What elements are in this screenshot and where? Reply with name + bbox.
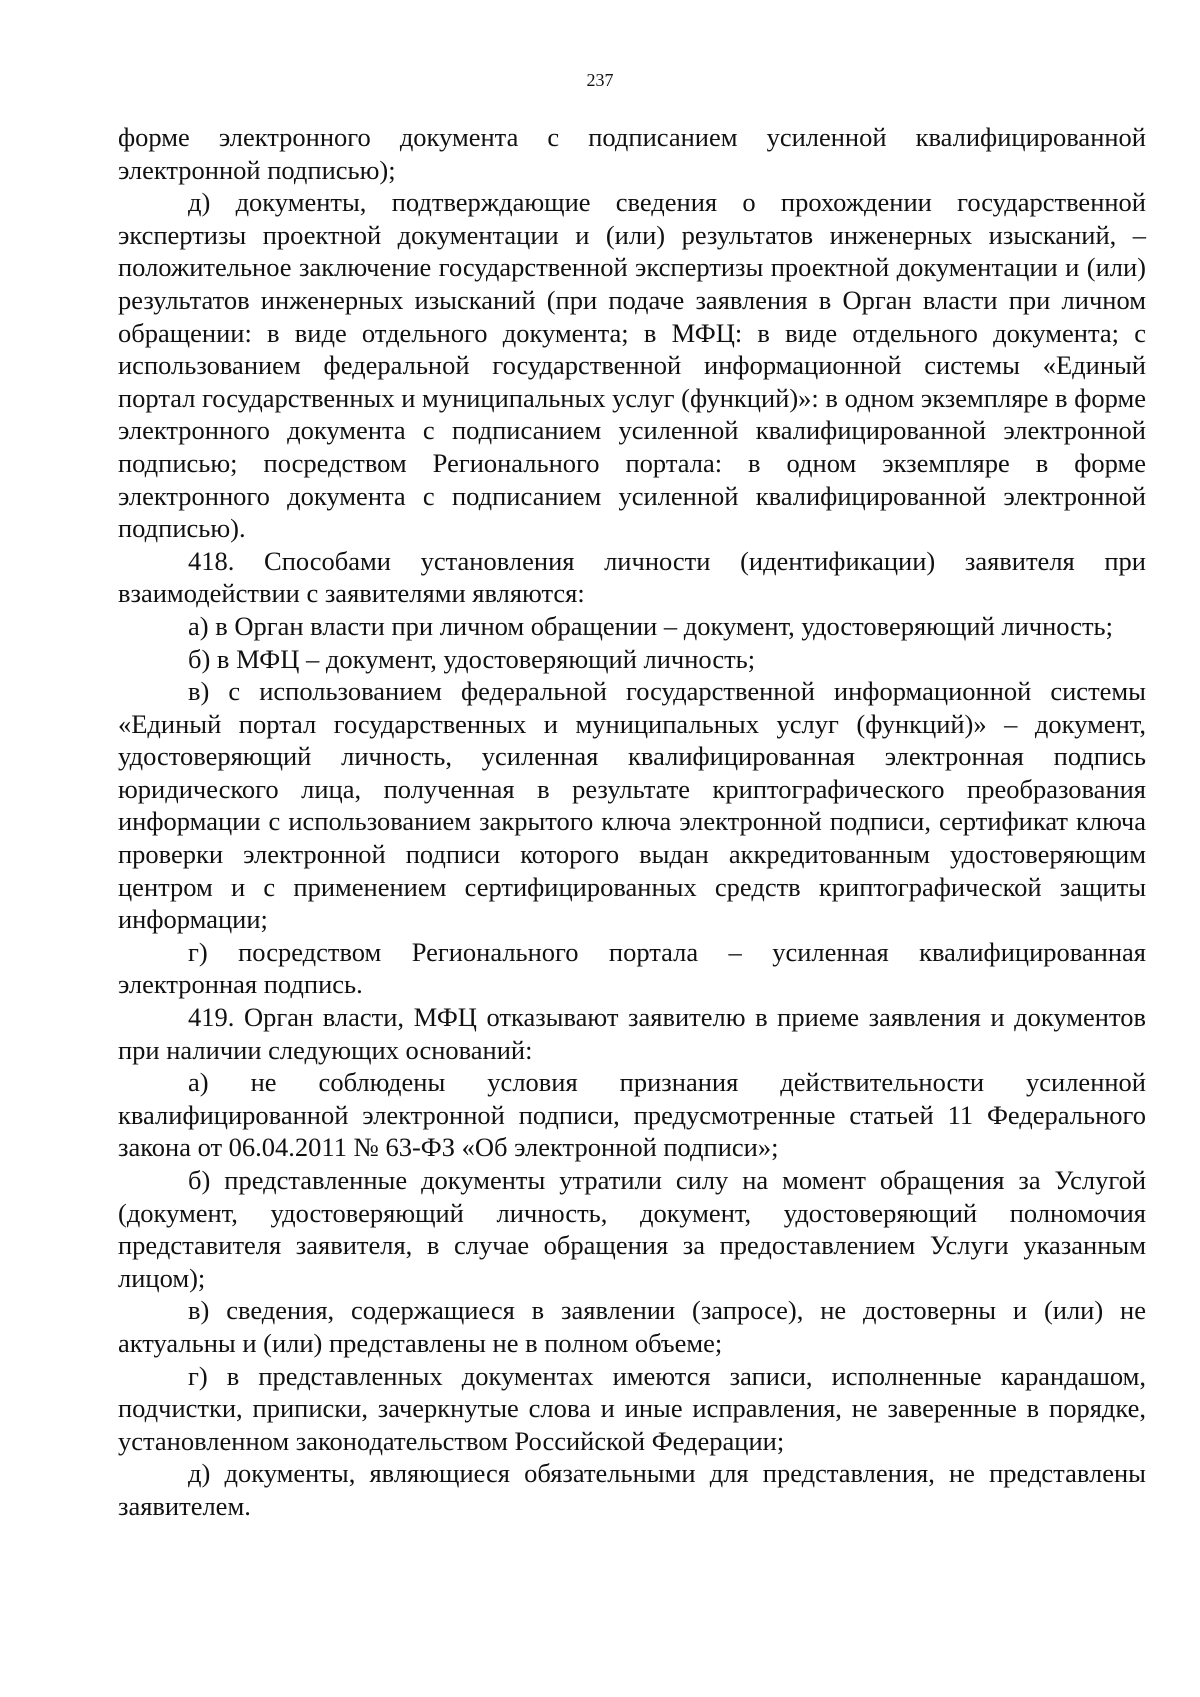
document-body: [118, 121, 1146, 1523]
paragraph-419-b: б) представленные документы утратили силу на момент обращения за Услугой (документ, удостоверяющий личность, документ, удостоверяющий полномочия представителя заявителя, в случае обращения за предоставлением Услуги указанным лицом);: [118, 1165, 1146, 1293]
paragraph-418-b: б) в МФЦ – документ, удостоверяющий личность;: [188, 643, 756, 674]
paragraph-418: 418. Способами установления личности (идентификации) заявителя при взаимодействии с заявителями являются:: [118, 545, 1146, 609]
paragraph-419: 419. Орган власти, МФЦ отказывают заявителю в приеме заявления и документов при наличии следующих оснований:: [118, 1002, 1146, 1065]
paragraph-418-g: г) посредством Регионального портала – усиленная квалифицированная электронная подпись.: [118, 936, 1146, 1000]
paragraph-item-d-documents: д) документы, подтверждающие сведения о прохождении государственной экспертизы проектной документации и (или) результатов инженерных изысканий, – положительное заключение государственной экспертизы проектной документации и (или) результатов инженерных изысканий (при подаче заявления в Орган власти при личном обращении: в виде отдельного документа; в МФЦ: в виде отдельного документа; с использованием федеральной государственной информационной системы «Единый портал государственных и муниципальных услуг (функций)»: в одном экземпляре в форме электронного документа с подписанием усиленной квалифицированной электронной подписью; посредством Регионального портала: в одном экземпляре в форме электронного документа с подписанием усиленной квалифицированной электронной подписью).: [118, 187, 1146, 544]
paragraph-419-g: г) в представленных документах имеются записи, исполненные карандашом, подчистки, приписки, зачеркнутые слова и иные исправления, не заверенные в порядке, установленном законодательством Российской Федерации;: [118, 1360, 1146, 1456]
page-number: 237: [586, 70, 614, 90]
paragraph-continuation: форме электронного документа с подписанием усиленной квалифицированной электронной подписью);: [118, 122, 1146, 185]
paragraph-419-d: д) документы, являющиеся обязательными для представления, не представлены заявителем.: [118, 1458, 1146, 1521]
paragraph-419-v: в) сведения, содержащиеся в заявлении (запросе), не достоверны и (или) не актуальны и (или) представлены не в полном объеме;: [118, 1295, 1146, 1358]
paragraph-419-a: а) не соблюдены условия признания действительности усиленной квалифицированной электронной подписи, предусмотренные статьей 11 Федерального закона от 06.04.2011 № 63-ФЗ «Об электронной подписи»;: [118, 1067, 1146, 1163]
paragraph-418-a: а) в Орган власти при личном обращении – документ, удостоверяющий личность;: [188, 610, 1113, 641]
paragraph-418-v: в) с использованием федеральной государственной информационной системы «Единый портал государственных и муниципальных услуг (функций)» – документ, удостоверяющий личность, усиленная квалифицированная электронная подпись юридического лица, полученная в результате криптографического преобразования информации с использованием закрытого ключа электронной подписи, сертификат ключа проверки электронной подписи которого выдан аккредитованным удостоверяющим центром и с применением сертифицированных средств криптографической защиты информации;: [118, 676, 1146, 935]
